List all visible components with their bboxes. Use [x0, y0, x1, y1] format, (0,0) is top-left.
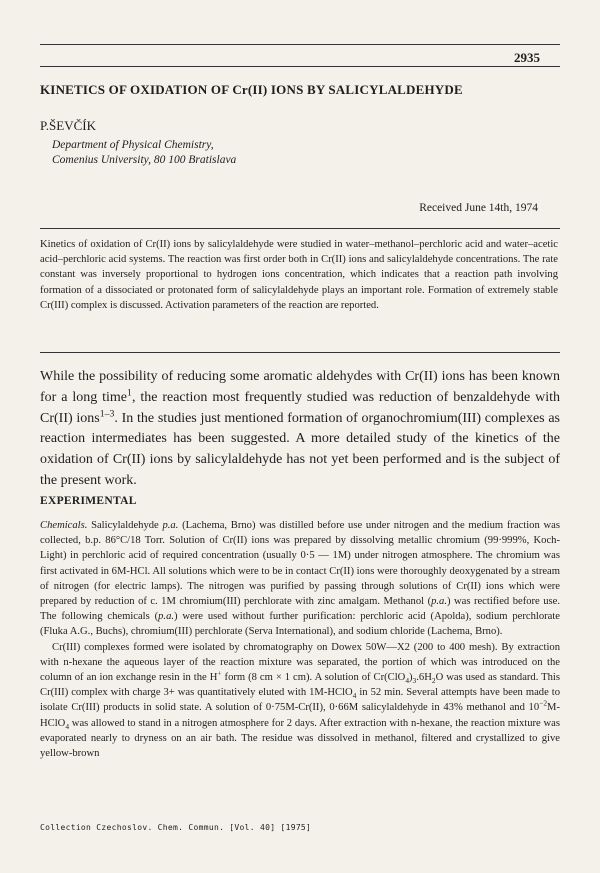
affiliation-line-1: Department of Physical Chemistry,: [52, 139, 214, 151]
intro-text-3: . In the studies just mentioned formation of organochromium(III) complexes as reaction intermediates has been suggested. A more detailed study of the kinetics of the oxidation of Cr(II) ions by salicylaldehyde has not yet been performed and is the subject of the present work.: [40, 410, 560, 488]
cx-text-h: was allowed to stand in a nitrogen atmosphere for 2 days. After extraction with n-hexane, the reaction mixture was evaporated nearly to dryness on an air bath. The residue was dissolved in methanol, filtered and crystallized to give yellow-brown: [40, 717, 560, 760]
cx-text-b: form (8 cm × 1 cm). A solution of Cr(ClO: [221, 672, 406, 684]
affiliation: [52, 138, 236, 168]
chemicals-label: Chemicals.: [40, 520, 88, 531]
affiliation-line-2: Comenius University, 80 100 Bratislava: [52, 154, 237, 166]
cx-sup-2: −2: [539, 698, 548, 708]
intro-text-2: , the reaction most frequently studied was reduction of benzaldehyde with Cr(II) ions: [40, 389, 561, 426]
experimental-body: [40, 518, 560, 761]
chem-text-d: ) were used without further purification: perchloric acid (Apolda), sodium perchlorate (Fluka A.G., Buchs), chromium(III) perchlorate (Serva International), and sodium chloride (Lachema, Brno).: [40, 611, 560, 638]
chem-text-c: ) was rectified before use. The following chemicals (: [40, 596, 560, 623]
journal-footer: Collection Czechoslov. Chem. Commun. [Vol. 40] [1975]: [40, 823, 312, 832]
cx-text-e: O was used as standard. This Cr(III) complex with charge 3+ was quantitatively eluted with 1M-HClO: [40, 672, 560, 699]
cx-sub-2: 3: [412, 676, 417, 686]
cx-sub-4: 4: [352, 691, 357, 701]
section-heading: EXPERIMENTAL: [40, 495, 137, 507]
cx-sub-3: 2: [431, 676, 436, 686]
cx-text-g: M-HClO: [40, 702, 560, 729]
abstract-top-rule: [40, 228, 560, 229]
cx-text-d: .6H: [416, 672, 432, 684]
header-rule: [40, 66, 560, 67]
complexes-paragraph: [40, 640, 560, 762]
pa-label-2: p.a.: [431, 596, 447, 608]
chem-text-b: (Lachema, Brno) was distilled before use under nitrogen and the medium fraction was collected, b.p. 86°C/18 Torr. Solution of Cr(II) ions was prepared by dissolving metallic chromium (99·999%, Koch-Light) in perchloric acid of required concentration (usually 0·5 — 1M) under nitrogen atmosphere. The chromium was first activated in 6M-HCl. All solutions which were to be in contact Cr(II) ions were thoroughly deoxygenated by a stream of nitrogen (for electric lamps). The nitrogen was purified by passing through solutions of Cr(II) ions which were prepared by reduction of c. 1M chromium(III) perchlorate with zinc amalgam. Methanol (: [40, 520, 560, 608]
cx-text-a: Cr(III) complexes formed were isolated by chromatography on Dowex 50W—X2 (200 to 400 mesh). By extraction with n-hexane the aqueous layer of the reaction mixture was separated, the portion of which was introduced on the column of an ion exchange resin in the H: [40, 641, 560, 684]
cx-sub-5: 4: [65, 721, 70, 731]
article-title: KINETICS OF OXIDATION OF Cr(II) IONS BY SALICYLALDEHYDE: [40, 82, 463, 97]
cx-sub-1: 4: [405, 676, 410, 686]
received-date: Received June 14th, 1974: [419, 202, 538, 214]
pa-label-1: p.a.: [162, 520, 179, 531]
reference-1: 1: [127, 387, 132, 399]
abstract: Kinetics of oxidation of Cr(II) ions by salicylaldehyde were studied in water–methanol–perchloric acid and water–acetic acid–perchloric acid systems. The reaction was first order both in Cr(II) ions and salicylaldehyde concentrations. The rate constant was inversely proportional to hydrogen ions concentration, which indicates that a reaction path involving formation of a dissociated or protonated form of salicylaldehyde plays an important role. Formation of extremely stable Cr(III) complex is discussed. Activation parameters of the reaction are reported.: [40, 239, 558, 311]
page-number: 2935: [514, 50, 540, 65]
reference-2: 1–3: [99, 407, 115, 419]
cx-sup-1: +: [217, 668, 222, 678]
intro-text-1: While the possibility of reducing some aromatic aldehydes with Cr(II) ions has been known for a long time: [40, 369, 560, 405]
pa-label-3: p.a.: [158, 611, 175, 623]
abstract-bottom-rule: [40, 352, 560, 353]
cx-text-f: in 52 min. Several attempts have been made to isolate Cr(III) products in solid state. A solution of 0·75M-Cr(II), 0·66M salicylaldehyde in 43% methanol and 10: [40, 687, 560, 714]
cx-text-c: ): [409, 672, 413, 684]
chem-text-a: Salicylaldehyde: [87, 520, 163, 531]
author-name: P.ŠEVČÍK: [40, 118, 96, 133]
top-rule: [40, 44, 560, 45]
chemicals-paragraph: [40, 518, 560, 640]
introduction-paragraph: [40, 367, 560, 492]
